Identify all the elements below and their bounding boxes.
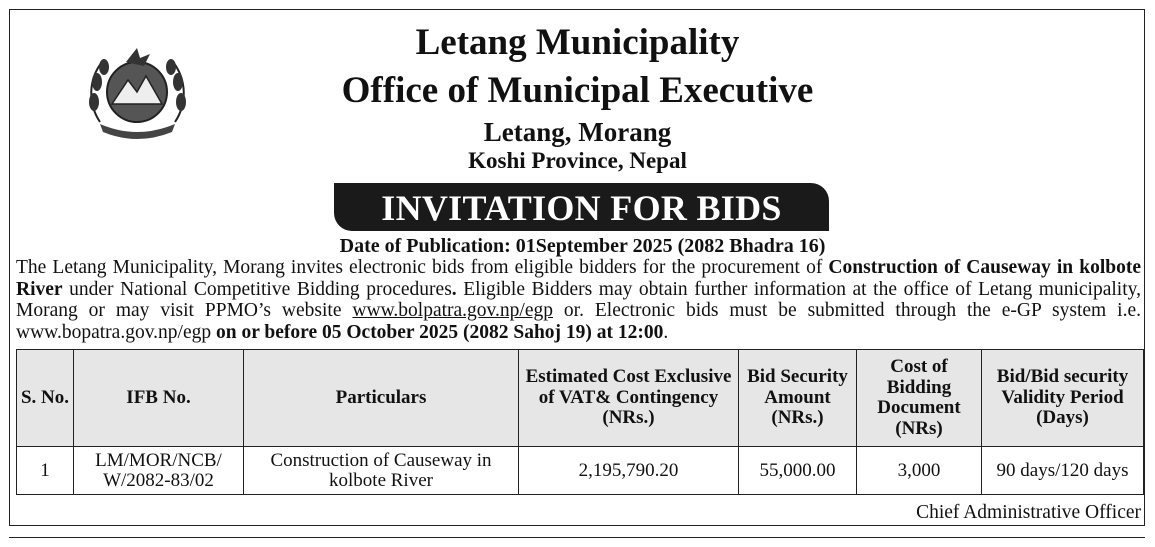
cell-sno: 1	[17, 447, 74, 495]
table-row	[17, 447, 1144, 495]
bottom-rule	[9, 537, 1145, 538]
office-name: Office of Municipal Executive	[341, 70, 814, 111]
header-bid-security: Bid Security Amount (NRs.)	[739, 350, 857, 447]
body-text: or. Electronic bids must be submitted through the e-GP system i.e. www.bopatra.gov.np/egp	[16, 300, 1141, 343]
header-document-cost: Cost of Bidding Document (NRs)	[857, 350, 982, 447]
header-estimated-cost: Estimated Cost Exclusive of VAT& Contingency (NRs.)	[519, 350, 739, 447]
office-location: Letang, Morang	[483, 117, 672, 147]
cell-bid-security: 55,000.00	[739, 447, 857, 495]
cell-estimated-cost: 2,195,790.20	[519, 447, 739, 495]
bid-table	[16, 349, 1144, 495]
submission-deadline: on or before 05 October 2025 (2082 Sahoj 19) at 12:00	[216, 321, 664, 343]
table-header-row	[17, 350, 1144, 447]
body-text: The Letang Municipality, Morang invites electronic bids from eligible bidders for the procurement of	[16, 257, 829, 278]
cell-validity: 90 days/120 days	[982, 447, 1144, 495]
signatory: Chief Administrative Officer	[916, 502, 1141, 523]
notice-body	[16, 257, 1141, 343]
project-name: Construction of Causeway in kolbote River	[16, 257, 1142, 300]
publication-date: Date of Publication: 01September 2025 (2082 Bhadra 16)	[339, 235, 826, 257]
header-sno: S. No.	[17, 350, 74, 447]
ppmo-website-link[interactable]: www.bolpatra.gov.np/egp	[352, 300, 553, 321]
body-text: .	[663, 321, 669, 343]
municipality-name: Letang Municipality	[415, 22, 740, 63]
cell-particulars: Construction of Causeway in kolbote River	[244, 447, 519, 495]
province-line: Koshi Province, Nepal	[468, 148, 687, 173]
body-text: under National Competitive Bidding procedures	[62, 278, 452, 300]
body-text: Eligible Bidders may obtain further information at the office of Letang municipality, Morang or may visit PPMO’s website	[16, 278, 1141, 321]
cell-document-cost: 3,000	[857, 447, 982, 495]
notice-banner: INVITATION FOR BIDS	[334, 183, 829, 231]
header-ifb-no: IFB No.	[74, 350, 244, 447]
header-validity: Bid/Bid security Validity Period (Days)	[982, 350, 1144, 447]
cell-ifb-no: LM/MOR/NCB/ W/2082-83/02	[74, 447, 244, 495]
header-particulars: Particulars	[244, 350, 519, 447]
body-text: .	[451, 278, 457, 300]
